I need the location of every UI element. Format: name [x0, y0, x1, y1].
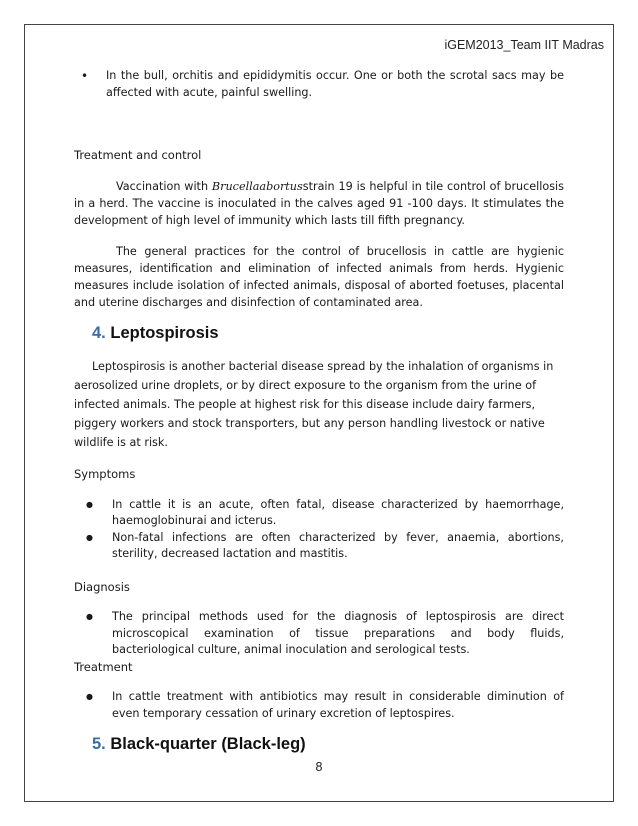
list-item: ● The principal methods used for the diagnosis of leptospirosis are direct microscopical examination of tissue preparations and body fluids, bacteriological culture, animal inoculation and serological tests.	[74, 609, 564, 659]
page-header: iGEM2013_Team IIT Madras	[444, 38, 604, 52]
symptoms-list	[74, 497, 564, 563]
symptoms-heading: Symptoms	[74, 467, 136, 481]
vaccination-paragraph	[74, 178, 564, 229]
list-item: ● Non-fatal infections are often characterized by fever, anaemia, abortions, sterility, decreased lactation and mastitis.	[74, 530, 564, 563]
list-item: ● In cattle it is an acute, often fatal, disease characterized by haemorrhage, haemoglobinurai and icterus.	[74, 497, 564, 530]
list-item: • In the bull, orchitis and epididymitis occur. One or both the scrotal sacs may be affected with acute, painful swelling.	[68, 68, 564, 101]
control-practices-paragraph: The general practices for the control of brucellosis in cattle are hygienic measures, identification and elimination of infected animals from herds. Hygienic measures include isolation of infected animals, disposal of aborted foetuses, placental and uterine discharges and disinfection of contaminated area.	[74, 244, 564, 309]
intro-bullet-list	[68, 68, 564, 101]
paragraph-text: strain 19 is helpful in tile control of brucellosis in a herd. The vaccine is inoculated in the calves aged 91 -100 days. It stimulates the development of high level of immunity which lasts till fifth pregnancy.	[74, 179, 564, 227]
document-body	[74, 68, 564, 753]
section-title: Leptospirosis	[110, 323, 219, 342]
section-number: 5.	[92, 735, 106, 753]
section-title: Black-quarter (Black-leg)	[110, 735, 306, 753]
section-5-heading	[74, 736, 564, 753]
list-item: ● In cattle treatment with antibiotics may result in considerable diminution of even temporary cessation of urinary excretion of leptospires.	[74, 689, 564, 722]
treatment-heading: Treatment	[74, 659, 133, 674]
paragraph-text: Vaccination with	[116, 179, 212, 193]
leptospirosis-paragraph: Leptospirosis is another bacterial disease spread by the inhalation of organisms in aerosolized urine droplets, or by direct exposure to the organism from the urine of infected animals. The people at highest risk for this disease include dairy farmers, piggery workers and stock transporters, but any person handling livestock or native wildlife is at risk.	[74, 360, 554, 449]
treatment-control-heading: Treatment and control	[74, 148, 202, 162]
diagnosis-heading: Diagnosis	[74, 579, 130, 594]
treatment-list	[74, 689, 564, 722]
section-4-heading	[74, 325, 564, 342]
section-number: 4.	[92, 323, 106, 342]
diagnosis-list	[74, 609, 564, 659]
page-number: 8	[315, 760, 323, 774]
species-name: Brucellaabortus	[211, 179, 303, 193]
